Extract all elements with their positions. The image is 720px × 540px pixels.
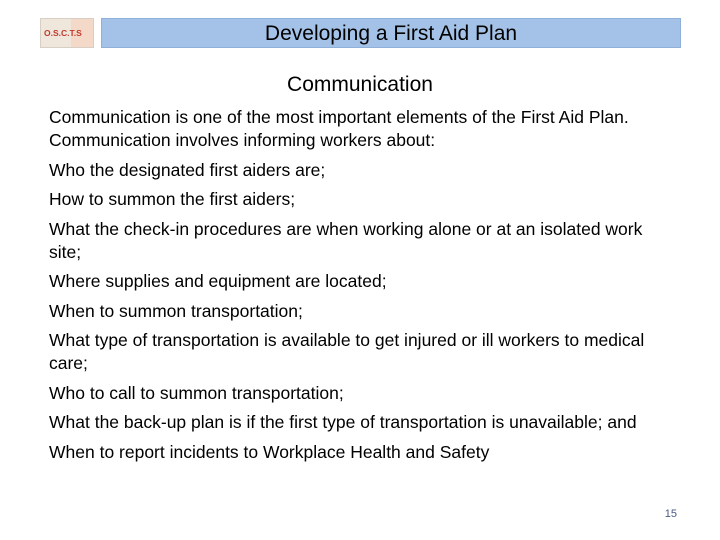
list-item: What the check-in procedures are when working alone or at an isolated work site;	[49, 218, 643, 262]
list-item: What the back-up plan is if the first type of transportation is unavailable; and	[49, 412, 637, 432]
section-heading: Communication	[287, 73, 433, 96]
slide-title-bar	[101, 18, 681, 48]
list-item: Who to call to summon transportation;	[49, 382, 344, 403]
logo-text: O.S.C.T.S	[44, 28, 82, 38]
list-item: Who the designated first aiders are;	[49, 159, 326, 180]
intro-paragraph: Communication is one of the most important elements of the First Aid Plan. Communication involves informing workers about:	[49, 107, 629, 150]
slide-title: Developing a First Aid Plan	[264, 22, 518, 45]
oscts-logo	[40, 18, 94, 48]
list-item: Where supplies and equipment are located;	[49, 271, 387, 291]
list-item: When to report incidents to Workplace Health and Safety	[49, 441, 490, 462]
body-content	[49, 106, 679, 470]
list-item: When to summon transportation;	[49, 300, 303, 321]
page-number: 15	[664, 508, 677, 520]
list-item: How to summon the first aiders;	[49, 189, 296, 209]
list-item: What type of transportation is available to get injured or ill workers to medical care;	[49, 330, 645, 373]
